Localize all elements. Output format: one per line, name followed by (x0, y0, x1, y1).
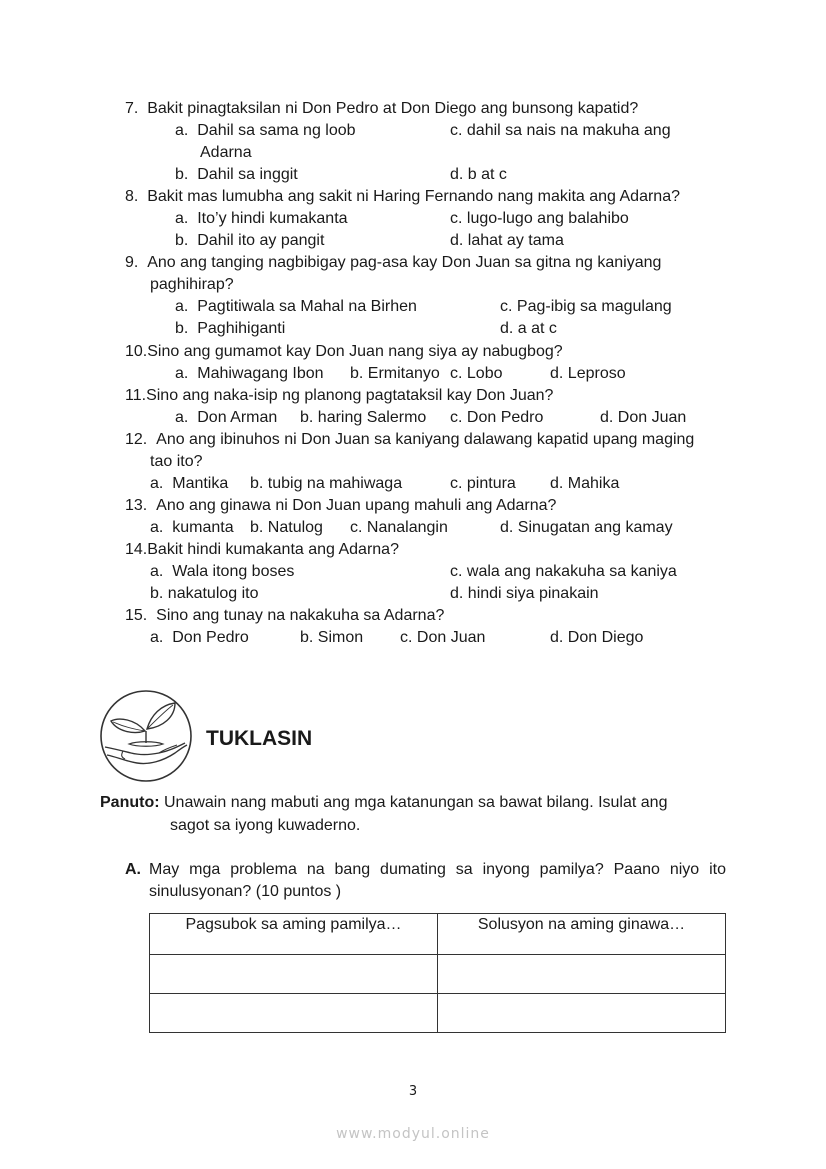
table-row (150, 994, 726, 1033)
part-a-letter: A. (125, 861, 141, 878)
choice-d: d. Mahika (550, 475, 620, 492)
choice-a: a. Dahil sa sama ng loob (175, 122, 356, 139)
part-a-line2: sinulusyonan? (10 puntos ) (149, 883, 342, 900)
question-11: 11.Sino ang naka-isip ng planong pagtataksil kay Don Juan? (125, 387, 554, 404)
question-10: 10.Sino ang gumamot kay Don Juan nang siya ay nabugbog? (125, 343, 563, 360)
question-text: Bakit pinagtaksilan ni Don Pedro at Don Diego ang bunsong kapatid? (147, 100, 639, 117)
question-9: 9. Ano ang tanging nagbibigay pag-asa kay Don Juan sa gitna ng kaniyang (125, 254, 662, 271)
choice-a: a. Wala itong boses (150, 563, 295, 580)
column-header-problem: Pagsubok sa aming pamilya… (150, 914, 438, 955)
column-header-solution: Solusyon na aming ginawa… (438, 914, 726, 955)
choice-b: b. Paghihiganti (175, 320, 286, 337)
choice-b: b. Dahil ito ay pangit (175, 232, 325, 249)
instructions-line2: sagot sa iyong kuwaderno. (170, 817, 361, 834)
choice-d: d. Leproso (550, 365, 626, 382)
instructions (100, 792, 667, 814)
choice-c: c. wala ang nakakuha sa kaniya (450, 563, 677, 580)
choice-c: c. dahil sa nais na makuha ang (450, 122, 671, 139)
choice-a: a. Don Pedro (150, 629, 249, 646)
table-header-row (150, 914, 726, 955)
table-cell[interactable] (150, 955, 438, 994)
choice-b: b. Ermitanyo (350, 365, 440, 382)
choice-c: c. Don Juan (400, 629, 486, 646)
choice-a: a. Ito’y hindi kumakanta (175, 210, 348, 227)
choice-c: c. lugo-lugo ang balahibo (450, 210, 629, 227)
choice-a: a. Mantika (150, 475, 229, 492)
question-12: 12. Ano ang ibinuhos ni Don Juan sa kaniyang dalawang kapatid upang maging (125, 431, 695, 448)
table-cell[interactable] (438, 994, 726, 1033)
choice-b: b. nakatulog ito (150, 585, 259, 602)
part-a-line1: May mga problema na bang dumating sa inyong pamilya? Paano niyo ito (149, 861, 726, 878)
answer-table (149, 913, 726, 1033)
choice-a: a. Mahiwagang Ibon (175, 365, 324, 382)
table-row (150, 955, 726, 994)
choice-c: c. Don Pedro (450, 409, 544, 426)
table-cell[interactable] (150, 994, 438, 1033)
choice-b: b. Dahil sa inggit (175, 166, 298, 183)
question-15: 15. Sino ang tunay na nakakuha sa Adarna? (125, 607, 445, 624)
choice-b: b. haring Salermo (300, 409, 427, 426)
table-cell[interactable] (438, 955, 726, 994)
choice-a-continued: Adarna (200, 144, 252, 161)
choice-c: c. pintura (450, 475, 516, 492)
watermark: www.modyul.online (336, 1126, 490, 1142)
choice-c: c. Pag-ibig sa magulang (500, 298, 672, 315)
choice-a: a. Pagtitiwala sa Mahal na Birhen (175, 298, 417, 315)
choice-d: d. Don Juan (600, 409, 687, 426)
question-number: 7. (125, 100, 139, 117)
choice-d: d. Sinugatan ang kamay (500, 519, 673, 536)
choice-d: d. a at c (500, 320, 557, 337)
seedling-hand-icon (99, 689, 193, 783)
choice-c: c. Nanalangin (350, 519, 448, 536)
question-text-continued: tao ito? (150, 453, 203, 470)
choice-a: a. Don Arman (175, 409, 278, 426)
choice-d: d. lahat ay tama (450, 232, 564, 249)
question-14: 14.Bakit hindi kumakanta ang Adarna? (125, 541, 399, 558)
choice-a: a. kumanta (150, 519, 234, 536)
instructions-label: Panuto: (100, 794, 160, 811)
choice-b: b. Simon (300, 629, 364, 646)
choice-d: d. b at c (450, 166, 507, 183)
choice-d: d. Don Diego (550, 629, 644, 646)
choice-d: d. hindi siya pinakain (450, 585, 599, 602)
question-13: 13. Ano ang ginawa ni Don Juan upang mahuli ang Adarna? (125, 497, 557, 514)
instructions-line1: Unawain nang mabuti ang mga katanungan sa bawat bilang. Isulat ang (164, 794, 668, 811)
question-text-continued: paghihirap? (150, 276, 234, 293)
question-8: 8. Bakit mas lumubha ang sakit ni Haring Fernando nang makita ang Adarna? (125, 188, 680, 205)
choice-b: b. Natulog (250, 519, 323, 536)
page-number: 3 (408, 1084, 418, 1099)
choice-c: c. Lobo (450, 365, 503, 382)
section-title: TUKLASIN (206, 727, 313, 750)
question-7 (125, 98, 638, 120)
choice-b: b. tubig na mahiwaga (250, 475, 403, 492)
